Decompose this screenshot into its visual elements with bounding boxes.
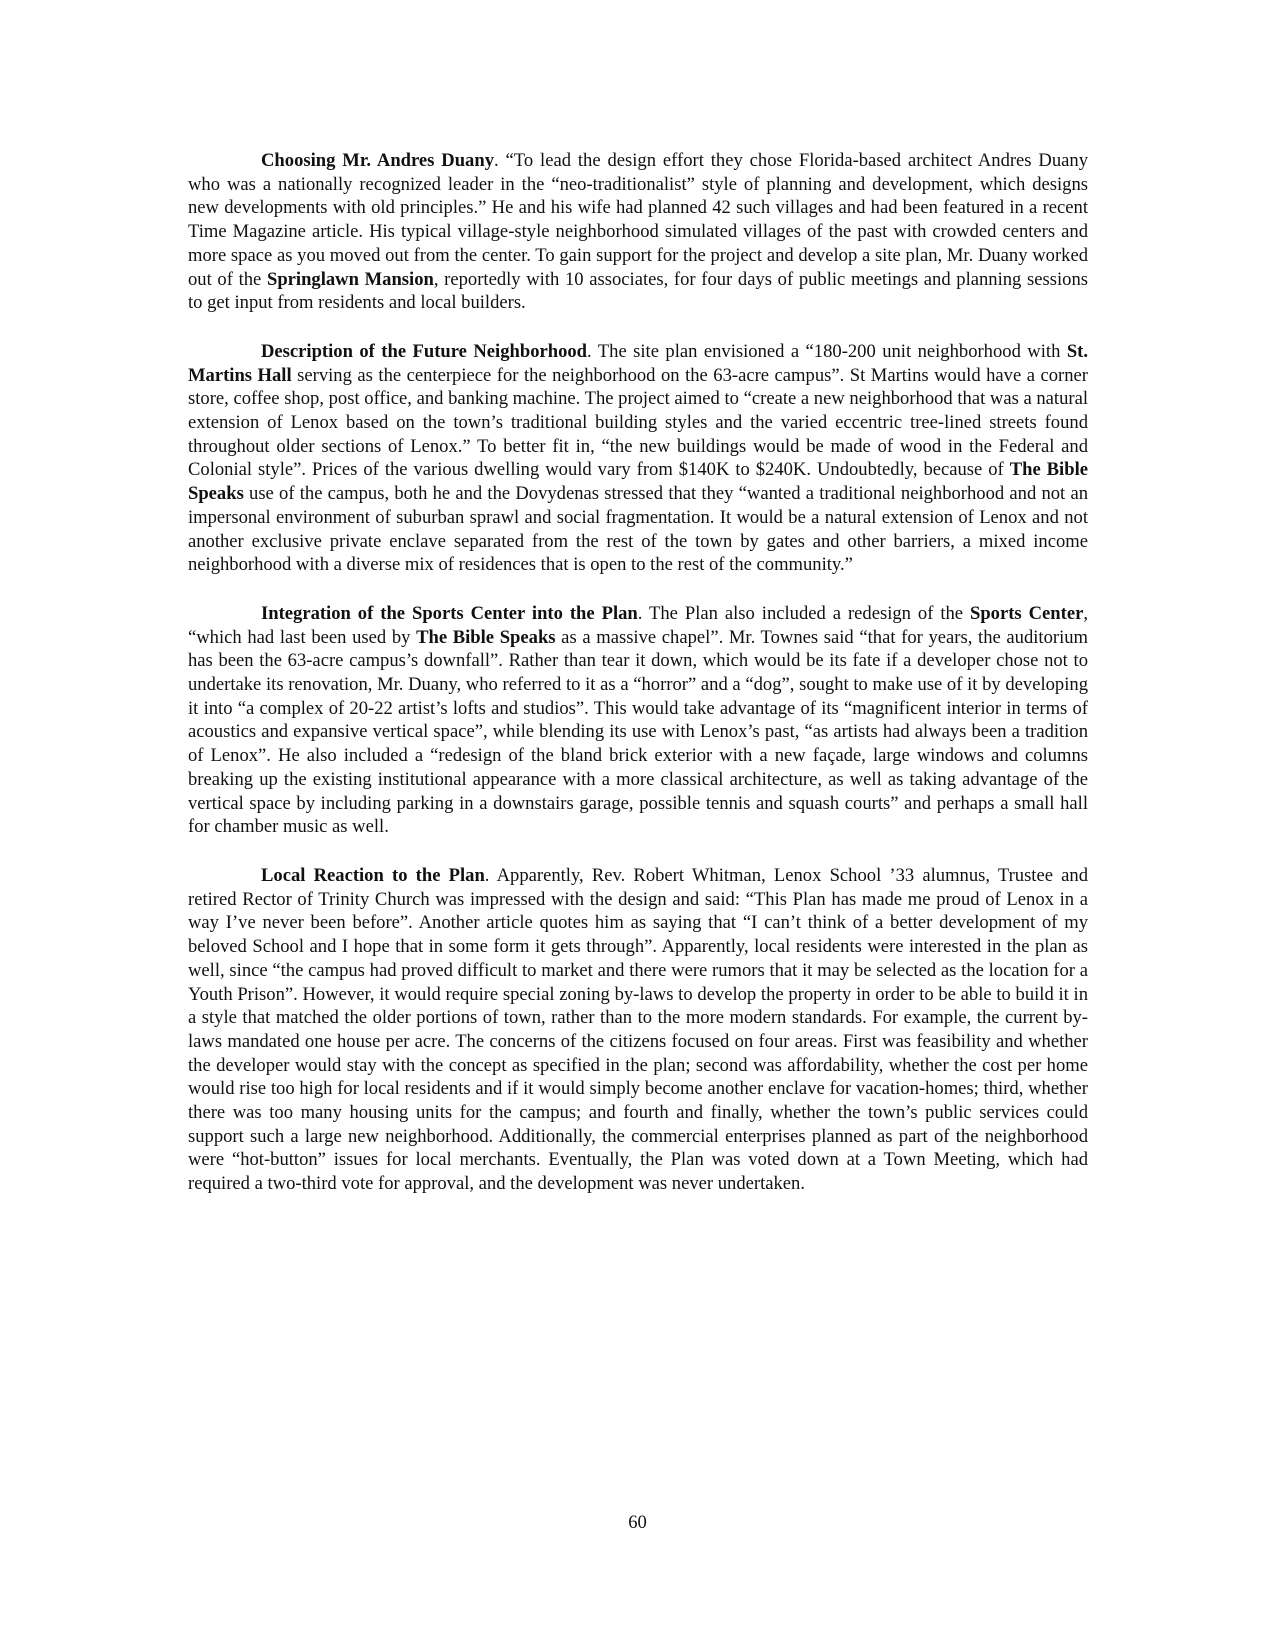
paragraph-sports-center [188, 602, 1088, 839]
paragraph-text: , “which had last been used by [188, 602, 1088, 648]
paragraph-heading: Local Reaction to the Plan [261, 864, 485, 886]
paragraph-text: . The site plan envisioned a “180-200 unit neighborhood with [587, 340, 1067, 362]
bold-term-springlawn-mansion: Springlawn Mansion [266, 268, 434, 290]
paragraph-text: as a massive chapel”. Mr. Townes said “that for years, the auditorium has been the 63-acre campus’s downfall”. Rather than tear it down, which would be its fate if a developer chose not to undertake its renovation, Mr. Duany, who referred to it as a “horror” and a “dog”, sought to make use of it by developing it into “a complex of 20-22 artist’s lofts and studios”. This would take advantage of its “magnificent interior in terms of acoustics and expansive vertical space”, while blending its use with Lenox’s past, “as artists had always been a tradition of Lenox”. He also included a “redesign of the bland brick exterior with a new façade, large windows and columns breaking up the existing institutional appearance with a more classical architecture, as well as taking advantage of the vertical space by including parking in a downstairs garage, possible tennis and squash courts” and perhaps a small hall for chamber music as well. [188, 626, 1088, 838]
page-body [188, 149, 1088, 1221]
paragraph-choosing-duany [188, 149, 1088, 315]
paragraph-text: use of the campus, both he and the Dovydenas stressed that they “wanted a traditional neighborhood and not an impersonal environment of suburban sprawl and social fragmentation. It would be a natural extension of Lenox and not another exclusive private enclave separated from the rest of the town by gates and other barriers, a mixed income neighborhood with a diverse mix of residences that is open to the rest of the community.” [188, 483, 1088, 576]
paragraph-text: , reportedly with 10 associates, for four days of public meetings and planning sessions to get input from residents and local builders. [188, 268, 1088, 314]
paragraph-text: . Apparently, Rev. Robert Whitman, Lenox School ’33 alumnus, Trustee and retired Rector of Trinity Church was impressed with the design and said: “This Plan has made me proud of Lenox in a way I’ve never been before”. Another article quotes him as saying that “I can’t think of a better development of my beloved School and I hope that in some form it gets through”. Apparently, local residents were interested in the plan as well, since “the campus had proved difficult to market and there were rumors that it may be selected as the location for a Youth Prison”. However, it would require special zoning by-laws to develop the property in order to be able to build it in a style that matched the older portions of town, rather than to the more modern standards. For example, the current by-laws mandated one house per acre. The concerns of the citizens focused on four areas. First was feasibility and whether the developer would stay with the concept as specified in the plan; second was affordability, whether the cost per home would rise too high for local residents and if it would simply become another enclave for vacation-homes; third, whether there was too many housing units for the campus; and fourth and finally, whether the town’s public services could support such a large new neighborhood. Additionally, the commercial enterprises planned as part of the neighborhood were “hot-button” issues for local merchants. Eventually, the Plan was voted down at a Town Meeting, which had required a two-third vote for approval, and the development was never undertaken. [188, 864, 1088, 1195]
paragraph-text: . “To lead the design effort they chose Florida-based architect Andres Duany who was a nationally recognized leader in the “neo-traditionalist” style of planning and development, which designs new developments with old principles.” He and his wife had planned 42 such villages and had been featured in a recent Time Magazine article. His typical village-style neighborhood simulated villages of the past with crowded centers and more space as you moved out from the center. To gain support for the project and develop a site plan, Mr. Duany worked out of the [188, 150, 1088, 290]
paragraph-heading: Choosing Mr. Andres Duany [261, 150, 494, 171]
bold-term-st-martins-hall: St. Martins Hall [188, 340, 1088, 386]
paragraph-local-reaction [188, 864, 1088, 1196]
paragraph-text: . The Plan also included a redesign of the [637, 602, 970, 624]
paragraph-future-neighborhood [188, 340, 1088, 577]
page-number: 60 [628, 1512, 647, 1533]
bold-term-bible-speaks: The Bible Speaks [416, 626, 556, 648]
bold-term-bible-speaks: The Bible Speaks [188, 459, 1088, 505]
bold-term-sports-center: Sports Center [970, 602, 1084, 624]
paragraph-text: serving as the centerpiece for the neighborhood on the 63-acre campus”. St Martins would have a corner store, coffee shop, post office, and banking machine. The project aimed to “create a new neighborhood that was a natural extension of Lenox based on the town’s traditional building styles and the varied eccentric tree-lined streets found throughout older sections of Lenox.” To better fit in, “the new buildings would be made of wood in the Federal and Colonial style”. Prices of the various dwelling would vary from $140K to $240K. Undoubtedly, because of [188, 364, 1088, 481]
paragraph-heading: Description of the Future Neighborhood [261, 340, 588, 362]
paragraph-heading: Integration of the Sports Center into the Plan [261, 602, 638, 624]
